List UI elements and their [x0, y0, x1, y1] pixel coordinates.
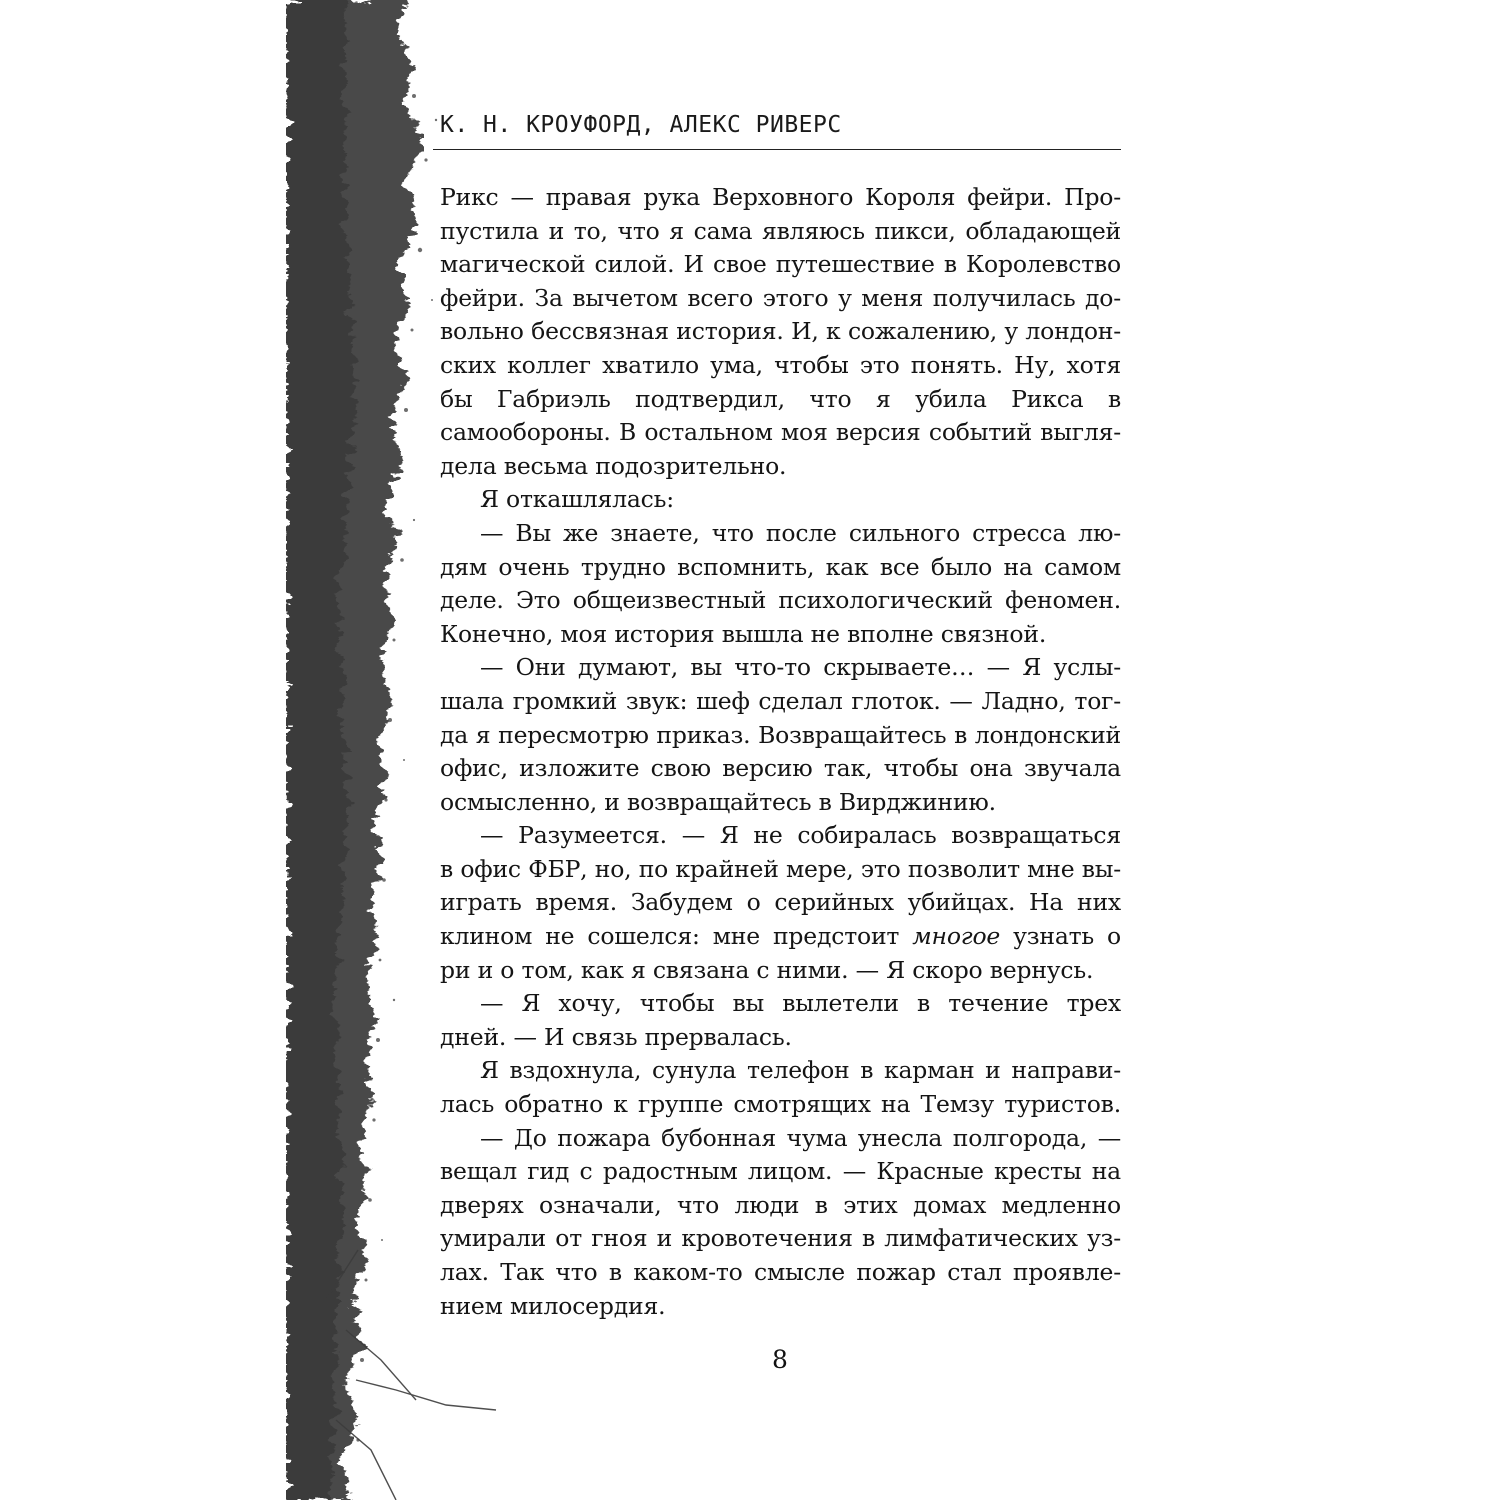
text-line: дям очень трудно вспомнить, как все было на самом: [440, 552, 1121, 581]
text-line: бы Габриэль подтвердил, что я убила Рикса в: [440, 384, 1121, 413]
body-text: [440, 181, 1121, 1323]
text-line: деле. Это общеизвестный психологический феномен.: [440, 586, 1121, 615]
page-number: 8: [772, 1345, 788, 1374]
emphasized-word: многое: [912, 922, 1001, 951]
text-line: — Вы же знаете, что после сильного стресса лю-: [480, 518, 1121, 547]
text-line: — Я хочу, чтобы вы вылетели в течение трех: [480, 989, 1121, 1018]
text-line: магической силой. И свое путешествие в Королевство: [440, 250, 1121, 279]
text-line: шала громкий звук: шеф сделал глоток. — Ладно, тог-: [440, 686, 1121, 715]
text-line: дней. — И связь прервалась.: [440, 1022, 792, 1051]
text-line: нием милосердия.: [440, 1291, 666, 1320]
text-line: — До пожара бубонная чума унесла полгорода, —: [480, 1123, 1121, 1152]
text-line: дверях означали, что люди в этих домах медленно: [440, 1190, 1121, 1219]
text-line: умирали от гноя и кровотечения в лимфатических уз-: [440, 1224, 1121, 1253]
text-line: дела весьма подозрительно.: [440, 451, 787, 480]
text-line: вещал гид с радостным лицом. — Красные кресты на: [440, 1157, 1121, 1186]
text-line: офис, изложите свою версию так, чтобы она звучала: [440, 754, 1121, 783]
text-line: играть время. Забудем о серийных убийцах. На них: [440, 888, 1121, 917]
header-rule: [433, 149, 1121, 150]
text-line: да я пересмотрю приказ. Возвращайтесь в лондонский: [440, 720, 1121, 749]
text-line: Рикс — правая рука Верховного Короля фейри. Про-: [440, 183, 1121, 211]
text-line: вольно бессвязная история. И, к сожалению, у лондон-: [440, 317, 1121, 346]
text-line: Конечно, моя история вышла не вполне связной.: [440, 619, 1047, 648]
text-line: Я вздохнула, сунула телефон в карман и направи-: [480, 1056, 1121, 1085]
text-line: лась обратно к группе смотрящих на Темзу туристов.: [440, 1090, 1121, 1119]
text-line: Я откашлялась:: [480, 485, 674, 514]
text-line: лах. Так что в каком-то смысле пожар стал проявле-: [440, 1258, 1121, 1286]
text-line: самообороны. В остальном моя версия событий выгля-: [440, 418, 1121, 447]
text-line: — Разумеется. — Я не собиралась возвращаться: [480, 821, 1121, 850]
text-line: клином не сошелся: мне предстоит многое узнать о: [440, 922, 1121, 951]
running-head: К. Н. КРОУФОРД, АЛЕКС РИВЕРС: [440, 112, 842, 138]
text-line: пустила и то, что я сама являюсь пикси, обладающей: [440, 216, 1121, 245]
text-line: фейри. За вычетом всего этого у меня получилась до-: [440, 283, 1121, 312]
text-line: — Они думают, вы что-то скрываете… — Я услы-: [480, 653, 1121, 682]
text-line: ских коллег хватило ума, чтобы это понять. Ну, хотя: [440, 350, 1121, 379]
text-line: ри и о том, как я связана с ними. — Я скоро вернусь.: [440, 955, 1094, 984]
text-line: в офис ФБР, но, по крайней мере, это позволит мне вы-: [440, 854, 1121, 883]
text-line: осмысленно, и возвращайтесь в Вирджинию.: [440, 787, 996, 816]
